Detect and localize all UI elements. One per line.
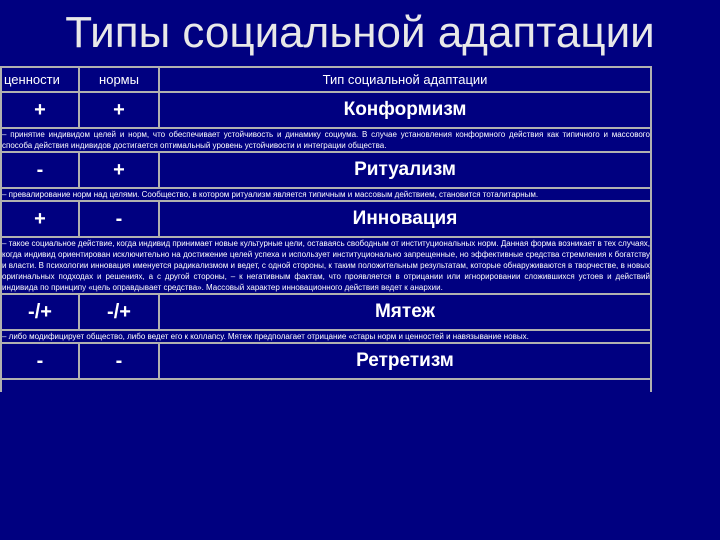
adaptation-table	[0, 66, 652, 392]
table-row	[1, 152, 651, 188]
table-description-row	[1, 188, 651, 201]
row-values: -	[1, 152, 79, 188]
row-norms: +	[79, 92, 159, 128]
row-type: Ритуализм	[159, 152, 651, 188]
header-norms: нормы	[79, 67, 159, 92]
header-values: ценности	[1, 67, 79, 92]
row-values: +	[1, 92, 79, 128]
row-norms: -	[79, 343, 159, 379]
row-type: Ретретизм	[159, 343, 651, 379]
table-description-row	[1, 128, 651, 152]
table-header-row	[1, 67, 651, 92]
row-values: -	[1, 343, 79, 379]
row-type: Мятеж	[159, 294, 651, 330]
row-description: – либо модифицирует общество, либо ведет его к коллапсу. Мятеж предполагает отрицание «стары норм и ценностей и навязывание новых.	[1, 330, 651, 343]
row-type: Конформизм	[159, 92, 651, 128]
row-norms: -/+	[79, 294, 159, 330]
row-description: – такое социальное действие, когда индивид принимает новые культурные цели, оставаясь свободным от институциональных норм. Данная форма возникает в тех случаях, когда индивид ориентирован исключительно на достижение целей успеха и использует институционально запрещенные, но эффективные средства стремления к богатству и власти. В психологии инновация именуется радикализмом и ведет, с одной стороны, к таким положительным результатам, которые обнаруживаются в творчестве, в новых оригинальных подходах и решениях, а с другой стороны, – к негативным фактам, что проявляется в отрицании или игнорировании сложившихся устоев и действий индивида по принципу «цель оправдывает средства». Массовый характер инновационного действия ведет к анархии.	[2, 239, 650, 292]
table-description-row	[1, 330, 651, 343]
row-description	[1, 379, 651, 392]
table-row	[1, 343, 651, 379]
table-description-row	[1, 237, 651, 294]
table-row	[1, 201, 651, 237]
table-description-row	[1, 379, 651, 392]
row-values: -/+	[1, 294, 79, 330]
table-row	[1, 92, 651, 128]
row-norms: -	[79, 201, 159, 237]
row-norms: +	[79, 152, 159, 188]
row-description: – принятие индивидом целей и норм, что обеспечивает устойчивость и динамику социума. В случае установления конформного действия как типичного и массового способа действия индивидов достигается оптимальный уровень устойчивости и интеграции общества.	[2, 130, 650, 150]
table-row	[1, 294, 651, 330]
header-type: Тип социальной адаптации	[159, 67, 651, 92]
row-description: – превалирование норм над целями. Сообщество, в котором ритуализм является типичным и массовым действием, становится тоталитарным.	[1, 188, 651, 201]
row-type: Инновация	[159, 201, 651, 237]
row-values: +	[1, 201, 79, 237]
page-title: Типы социальной адаптации	[65, 8, 655, 57]
